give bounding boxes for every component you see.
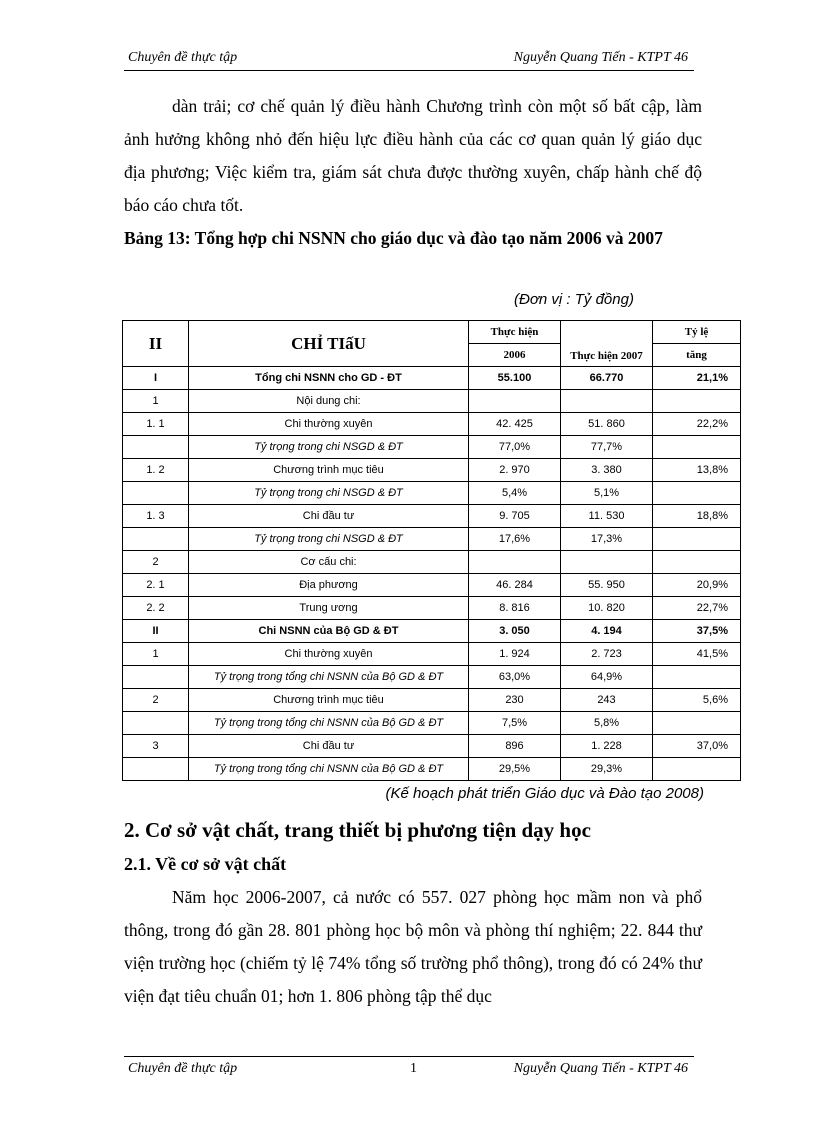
cell-name: Địa phương <box>189 574 469 597</box>
cell-name: Chi thường xuyên <box>189 643 469 666</box>
cell-stt: 1. 3 <box>123 505 189 528</box>
cell-rate <box>653 758 741 781</box>
header-left-text: Chuyên đề thực tập <box>128 50 238 65</box>
page-footer <box>124 1056 694 1081</box>
cell-name: Chi đầu tư <box>189 505 469 528</box>
table-row <box>123 528 741 551</box>
cell-rate <box>653 528 741 551</box>
header-2006-line1: Thực hiện <box>469 321 561 344</box>
cell-2006: 8. 816 <box>469 597 561 620</box>
cell-rate: 5,6% <box>653 689 741 712</box>
budget-table <box>122 320 741 781</box>
cell-rate: 21,1% <box>653 367 741 390</box>
cell-rate: 37,5% <box>653 620 741 643</box>
table-row <box>123 689 741 712</box>
subsection-heading: 2.1. Về cơ sở vật chất <box>124 854 287 874</box>
header-right-text: Nguyễn Quang Tiến - KTPT 46 <box>513 50 688 65</box>
table-row <box>123 436 741 459</box>
table-row <box>123 597 741 620</box>
table-row <box>123 551 741 574</box>
page-header <box>124 50 694 71</box>
table-row <box>123 367 741 390</box>
table-row <box>123 574 741 597</box>
cell-name: Tỷ trọng trong tổng chi NSNN của Bộ GD & ĐT <box>189 758 469 781</box>
cell-stt <box>123 436 189 459</box>
cell-stt: 2 <box>123 689 189 712</box>
table-row <box>123 712 741 735</box>
table-body <box>123 367 741 781</box>
cell-name: Tỷ trọng trong tổng chi NSNN của Bộ GD & ĐT <box>189 666 469 689</box>
cell-rate <box>653 482 741 505</box>
cell-stt <box>123 712 189 735</box>
cell-stt: 1. 1 <box>123 413 189 436</box>
footer-right-text: Nguyễn Quang Tiến - KTPT 46 <box>513 1061 688 1076</box>
source-note: (Kế hoạch phát triển Giáo dục và Đào tạo 2008) <box>385 785 704 802</box>
cell-2007: 77,7% <box>561 436 653 459</box>
cell-stt: I <box>123 367 189 390</box>
header-name: CHỈ TIấU <box>189 321 469 367</box>
cell-rate: 13,8% <box>653 459 741 482</box>
cell-stt <box>123 528 189 551</box>
cell-2007: 5,1% <box>561 482 653 505</box>
cell-2007 <box>561 551 653 574</box>
cell-2006 <box>469 551 561 574</box>
cell-2007: 1. 228 <box>561 735 653 758</box>
cell-name: Tỷ trọng trong tổng chi NSNN của Bộ GD & ĐT <box>189 712 469 735</box>
cell-2007: 64,9% <box>561 666 653 689</box>
table-row <box>123 459 741 482</box>
cell-2006: 7,5% <box>469 712 561 735</box>
cell-2006: 896 <box>469 735 561 758</box>
table-title: Bảng 13: Tổng hợp chi NSNN cho giáo dục và đào tạo năm 2006 và 2007 <box>124 228 663 248</box>
cell-2006: 230 <box>469 689 561 712</box>
cell-2006: 63,0% <box>469 666 561 689</box>
table-row <box>123 482 741 505</box>
cell-rate <box>653 436 741 459</box>
paragraph-intro: dàn trải; cơ chế quản lý điều hành Chương trình còn một số bất cập, làm ảnh hưởng không nhỏ đến hiệu lực điều hành của các cơ quan quản lý giáo dục địa phương; Việc kiểm tra, giám sát chưa được thường xuyên, chấp hành chế độ báo cáo chưa tốt. <box>124 96 702 215</box>
cell-2007: 3. 380 <box>561 459 653 482</box>
table-row <box>123 505 741 528</box>
cell-name: Trung ương <box>189 597 469 620</box>
cell-2007: 51. 860 <box>561 413 653 436</box>
cell-2006: 29,5% <box>469 758 561 781</box>
cell-name: Chương trình mục tiêu <box>189 689 469 712</box>
cell-2006: 1. 924 <box>469 643 561 666</box>
cell-stt: 1 <box>123 643 189 666</box>
cell-name: Tỷ trọng trong chi NSGD & ĐT <box>189 528 469 551</box>
table-row <box>123 735 741 758</box>
table-row <box>123 758 741 781</box>
cell-2006: 2. 970 <box>469 459 561 482</box>
cell-stt <box>123 666 189 689</box>
table-row <box>123 666 741 689</box>
paragraph-facilities: Năm học 2006-2007, cả nước có 557. 027 phòng học mầm non và phổ thông, trong đó gần 28. 801 phòng học bộ môn và phòng thí nghiệm; 22. 844 thư viện trường học (chiếm tỷ lệ 74% tổng số trường phổ thông), trong đó có 24% thư viện đạt tiêu chuẩn 01; hơn 1. 806 phòng tập thể dục <box>124 887 702 1006</box>
cell-2006: 55.100 <box>469 367 561 390</box>
cell-stt: 2. 1 <box>123 574 189 597</box>
table-row <box>123 643 741 666</box>
cell-stt: II <box>123 620 189 643</box>
cell-stt <box>123 758 189 781</box>
unit-note: (Đơn vị : Tỷ đồng) <box>514 291 634 308</box>
cell-stt: 3 <box>123 735 189 758</box>
table-header-row <box>123 321 741 344</box>
cell-rate: 22,2% <box>653 413 741 436</box>
cell-2006: 9. 705 <box>469 505 561 528</box>
cell-2007: 55. 950 <box>561 574 653 597</box>
header-rate-line1: Tỷ lệ <box>653 321 741 344</box>
cell-name: Chương trình mục tiêu <box>189 459 469 482</box>
cell-name: Cơ cấu chi: <box>189 551 469 574</box>
header-rate-line2: tăng <box>653 344 741 367</box>
cell-name: Chi đầu tư <box>189 735 469 758</box>
cell-2007: 11. 530 <box>561 505 653 528</box>
cell-stt: 2. 2 <box>123 597 189 620</box>
cell-rate <box>653 712 741 735</box>
cell-2007: 17,3% <box>561 528 653 551</box>
table-row <box>123 390 741 413</box>
cell-2006: 5,4% <box>469 482 561 505</box>
cell-2006 <box>469 390 561 413</box>
cell-rate <box>653 666 741 689</box>
cell-name: Tổng chi NSNN cho GD - ĐT <box>189 367 469 390</box>
cell-2007: 5,8% <box>561 712 653 735</box>
section-heading: 2. Cơ sở vật chất, trang thiết bị phương tiện dạy học <box>124 818 591 842</box>
cell-2007: 10. 820 <box>561 597 653 620</box>
cell-2006: 3. 050 <box>469 620 561 643</box>
cell-rate <box>653 390 741 413</box>
cell-rate: 41,5% <box>653 643 741 666</box>
header-stt: II <box>123 321 189 367</box>
footer-left-text: Chuyên đề thực tập <box>128 1061 238 1076</box>
cell-2006: 17,6% <box>469 528 561 551</box>
cell-rate: 20,9% <box>653 574 741 597</box>
cell-2007 <box>561 390 653 413</box>
cell-2006: 46. 284 <box>469 574 561 597</box>
cell-stt: 2 <box>123 551 189 574</box>
table-row <box>123 413 741 436</box>
cell-rate: 37,0% <box>653 735 741 758</box>
header-2007: Thực hiện 2007 <box>561 321 653 367</box>
cell-2006: 77,0% <box>469 436 561 459</box>
cell-stt: 1. 2 <box>123 459 189 482</box>
cell-name: Tỷ trọng trong chi NSGD & ĐT <box>189 436 469 459</box>
cell-stt: 1 <box>123 390 189 413</box>
header-2006-line2: 2006 <box>469 344 561 367</box>
cell-stt <box>123 482 189 505</box>
cell-rate: 22,7% <box>653 597 741 620</box>
cell-name: Nội dung chi: <box>189 390 469 413</box>
page-number: 1 <box>410 1061 417 1076</box>
cell-name: Chi NSNN của Bộ GD & ĐT <box>189 620 469 643</box>
cell-rate: 18,8% <box>653 505 741 528</box>
cell-rate <box>653 551 741 574</box>
cell-2007: 66.770 <box>561 367 653 390</box>
cell-2007: 243 <box>561 689 653 712</box>
cell-name: Chi thường xuyên <box>189 413 469 436</box>
table-row <box>123 620 741 643</box>
cell-2007: 2. 723 <box>561 643 653 666</box>
cell-name: Tỷ trọng trong chi NSGD & ĐT <box>189 482 469 505</box>
cell-2006: 42. 425 <box>469 413 561 436</box>
cell-2007: 4. 194 <box>561 620 653 643</box>
cell-2007: 29,3% <box>561 758 653 781</box>
